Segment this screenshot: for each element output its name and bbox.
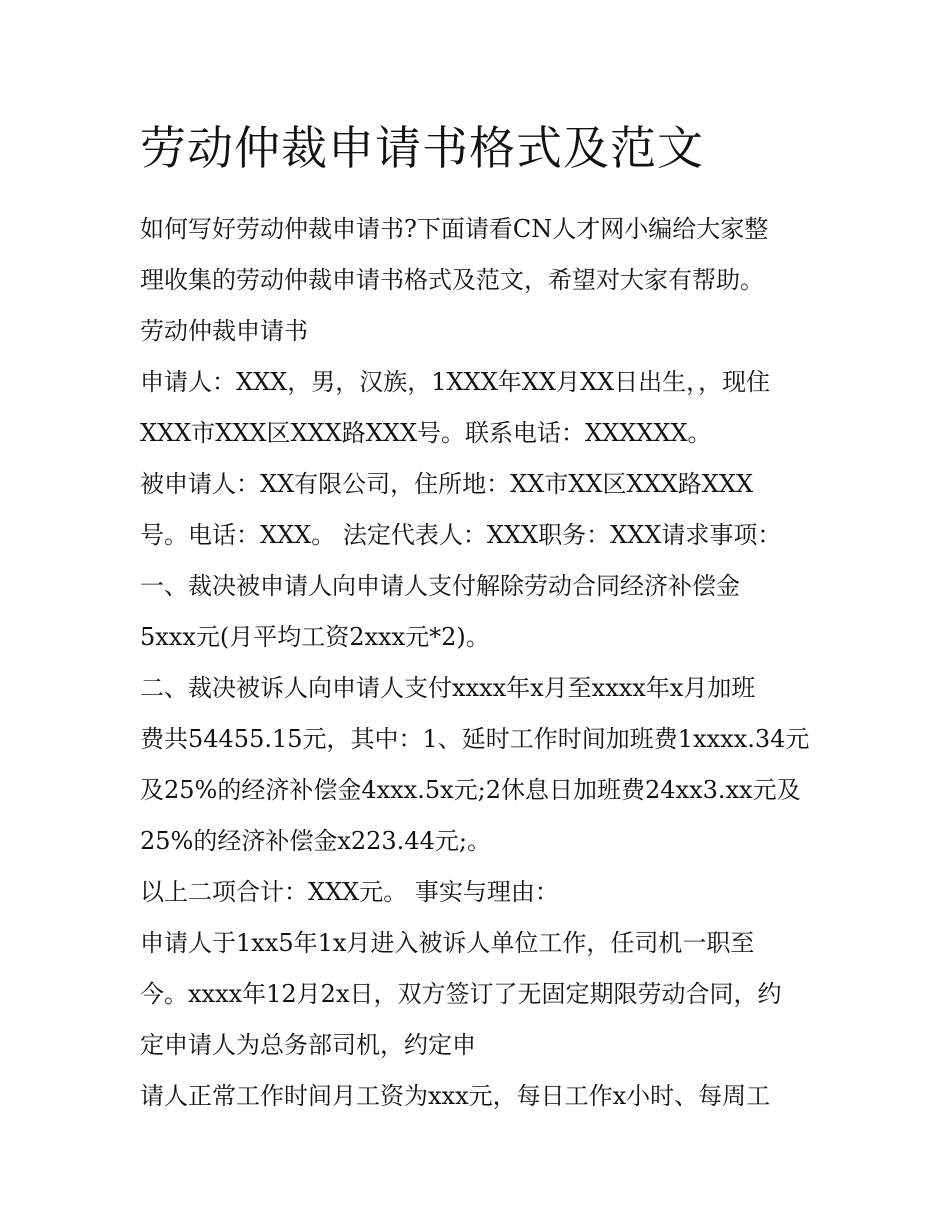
body-line: 申请人：XXX，男，汉族，1XXX年XX月XX日出生，，现住 [140,368,771,396]
body-line: 费共54455.15元，其中：1、延时工作时间加班费1xxxx.34元 [140,725,810,753]
document-page [140,118,820,1122]
body-line: 及25%的经济补偿金4xxx.5x元;2休息日加班费24xx3.xx元及 [140,776,801,804]
body-line: 5xxx元(月平均工资2xxx元*2)。 [140,623,490,651]
body-line: 今。xxxx年12月2x日，双方签订了无固定期限劳动合同，约 [140,980,782,1008]
body-line: 被申请人：XX有限公司，住所地：XX市XX区XXX路XXX [140,470,754,498]
body-line: XXX市XXX区XXX路XXX号。联系电话：XXXXXX。 [140,419,712,447]
body-line: 请人正常工作时间月工资为xxx元，每日工作x小时、每周工 [140,1082,771,1110]
body-line: 25%的经济补偿金x223.44元;。 [140,827,491,855]
body-line: 以上二项合计：XXX元。 事实与理由： [140,878,559,906]
body-line: 定申请人为总务部司机，约定申 [140,1031,476,1059]
body-line: 申请人于1xx5年1x月进入被诉人单位工作，任司机一职至 [140,929,755,957]
body-line: 号。电话：XXX。 法定代表人：XXX职务：XXX请求事项： [140,521,782,549]
body-line: 一、裁决被申请人向申请人支付解除劳动合同经济补偿金 [140,572,740,600]
body-line: 理收集的劳动仲裁申请书格式及范文，希望对大家有帮助。 [140,266,764,294]
document-title: 劳动仲裁申请书格式及范文 [140,121,704,175]
body-line: 如何写好劳动仲裁申请书?下面请看CN人才网小编给大家整 [140,215,769,243]
body-line: 二、裁决被诉人向申请人支付xxxx年x月至xxxx年x月加班 [140,674,756,702]
section-heading: 劳动仲裁申请书 [140,317,308,345]
